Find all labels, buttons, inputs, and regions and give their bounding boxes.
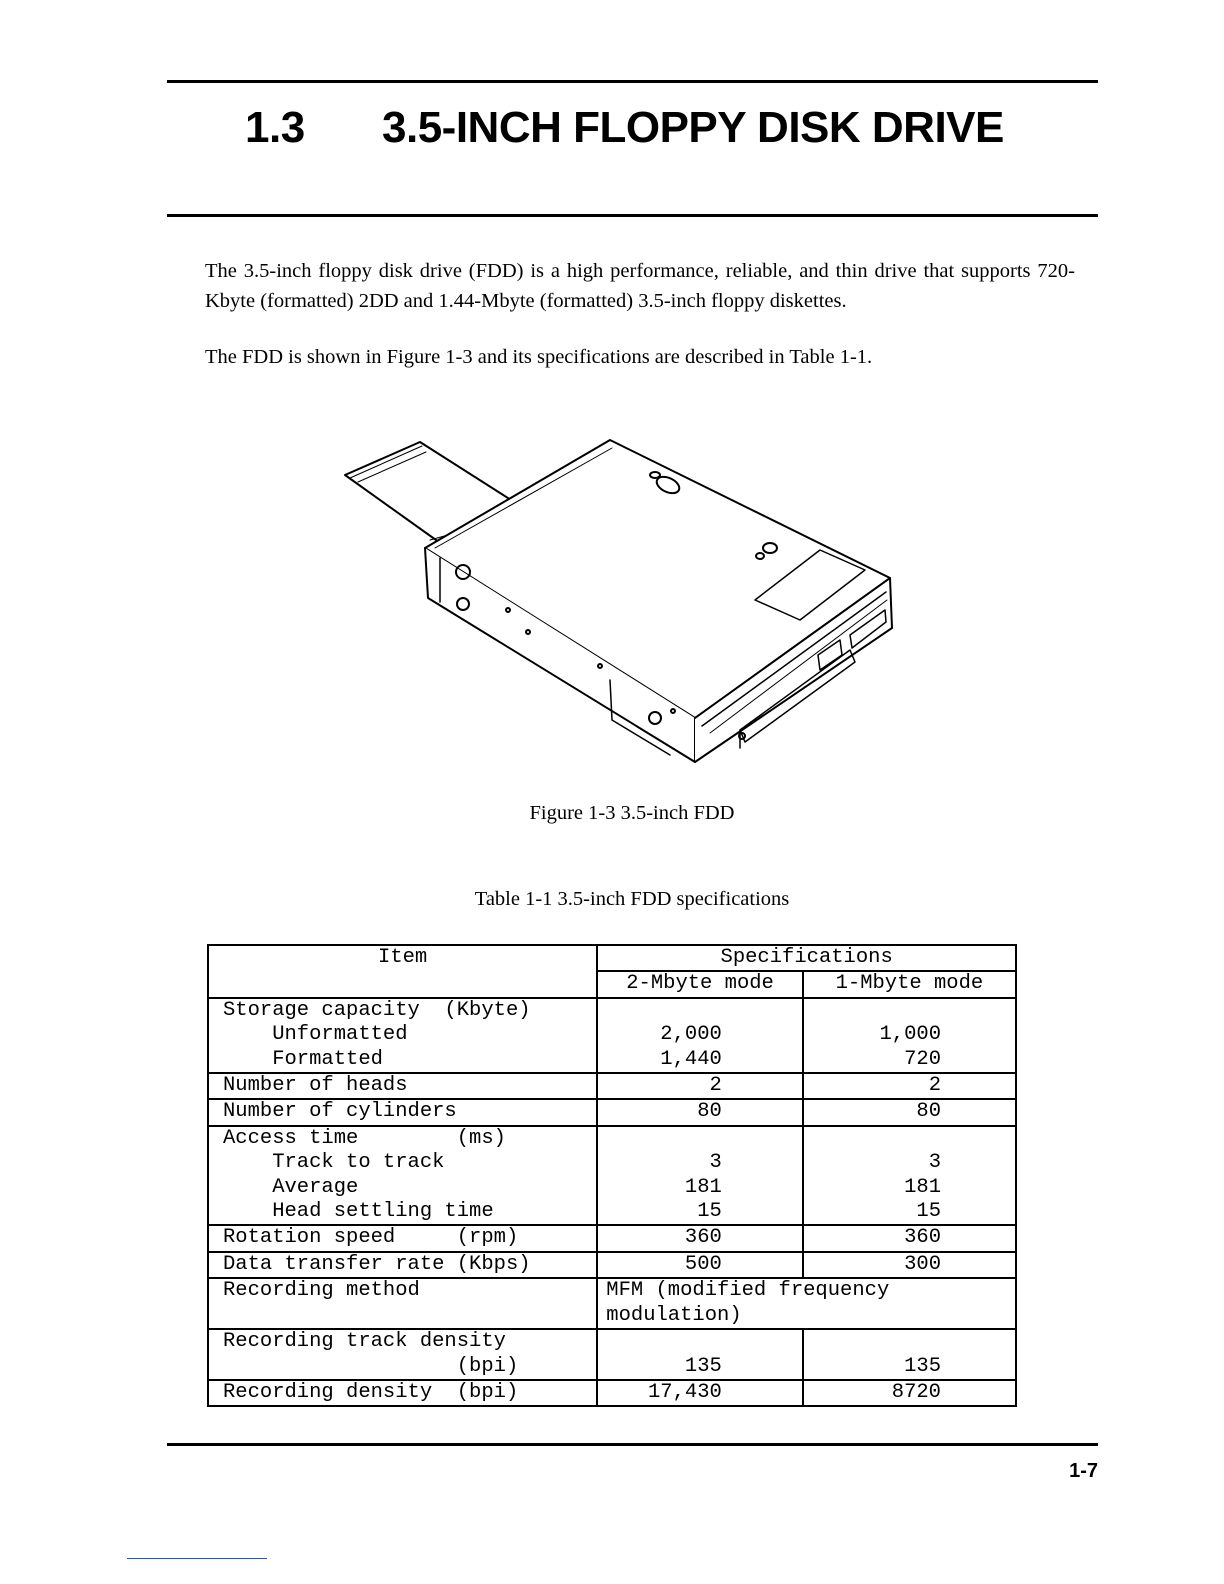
row-1mbyte-value: 1,000 720 bbox=[803, 998, 1016, 1073]
row-merged-value: MFM (modified frequency modulation) bbox=[597, 1278, 1016, 1329]
row-1mbyte-value: 3 181 15 bbox=[803, 1126, 1016, 1226]
heading-underline bbox=[167, 214, 1098, 217]
row-item: Recording density (bpi) bbox=[208, 1380, 597, 1406]
row-item: Data transfer rate (Kbps) bbox=[208, 1252, 597, 1278]
row-item: Storage capacity (Kbyte) Unformatted Formatted bbox=[208, 998, 597, 1073]
row-item: Recording method bbox=[208, 1278, 597, 1329]
top-rule bbox=[167, 80, 1098, 83]
header-1mbyte-mode: 1-Mbyte mode bbox=[803, 971, 1016, 997]
row-2mbyte-value: 135 bbox=[597, 1329, 803, 1380]
row-item: Number of cylinders bbox=[208, 1099, 597, 1125]
floppy-disk-drive-illustration bbox=[330, 430, 910, 775]
section-number: 1.3 bbox=[245, 103, 305, 152]
row-2mbyte-value: 360 bbox=[597, 1225, 803, 1251]
reference-paragraph: The FDD is shown in Figure 1-3 and its specifications are described in Table 1-1. bbox=[205, 346, 873, 368]
row-1mbyte-value: 300 bbox=[803, 1252, 1016, 1278]
table-header-row bbox=[208, 945, 1016, 971]
row-2mbyte-value: 3 181 15 bbox=[597, 1126, 803, 1226]
table-row bbox=[208, 1225, 1016, 1251]
table-row bbox=[208, 1278, 1016, 1329]
page-number: 1-7 bbox=[1069, 1460, 1098, 1482]
row-1mbyte-value: 80 bbox=[803, 1099, 1016, 1125]
row-1mbyte-value: 135 bbox=[803, 1329, 1016, 1380]
table-row bbox=[208, 1380, 1016, 1406]
row-1mbyte-value: 2 bbox=[803, 1073, 1016, 1099]
header-2mbyte-mode: 2-Mbyte mode bbox=[597, 971, 803, 997]
table-row bbox=[208, 1073, 1016, 1099]
row-1mbyte-value: 8720 bbox=[803, 1380, 1016, 1406]
fdd-spec-table bbox=[207, 944, 1017, 1407]
footer-rule bbox=[167, 1443, 1098, 1446]
row-2mbyte-value: 2,000 1,440 bbox=[597, 998, 803, 1073]
table-row bbox=[208, 1126, 1016, 1226]
intro-paragraph: The 3.5-inch floppy disk drive (FDD) is a high performance, reliable, and thin drive that supports 720-Kbyte (formatted) 2DD and 1.44-Mbyte (formatted) 3.5-inch floppy diskettes. bbox=[205, 260, 1075, 312]
table-row bbox=[208, 1099, 1016, 1125]
row-item: Access time (ms) Track to track Average Head settling time bbox=[208, 1126, 597, 1226]
row-2mbyte-value: 2 bbox=[597, 1073, 803, 1099]
table-caption: Table 1-1 3.5-inch FDD specifications bbox=[474, 888, 790, 910]
figure-caption: Figure 1-3 3.5-inch FDD bbox=[529, 802, 735, 824]
table-row bbox=[208, 998, 1016, 1073]
scan-artifact-line bbox=[127, 1558, 267, 1559]
table-row bbox=[208, 1329, 1016, 1380]
row-item: Recording track density (bpi) bbox=[208, 1329, 597, 1380]
section-title: 3.5-INCH FLOPPY DISK DRIVE bbox=[382, 103, 1004, 152]
row-2mbyte-value: 17,430 bbox=[597, 1380, 803, 1406]
row-item: Number of heads bbox=[208, 1073, 597, 1099]
row-1mbyte-value: 360 bbox=[803, 1225, 1016, 1251]
header-specifications: Specifications bbox=[597, 945, 1016, 971]
header-item: Item bbox=[208, 945, 597, 998]
table-row bbox=[208, 1252, 1016, 1278]
row-2mbyte-value: 500 bbox=[597, 1252, 803, 1278]
row-2mbyte-value: 80 bbox=[597, 1099, 803, 1125]
row-item: Rotation speed (rpm) bbox=[208, 1225, 597, 1251]
